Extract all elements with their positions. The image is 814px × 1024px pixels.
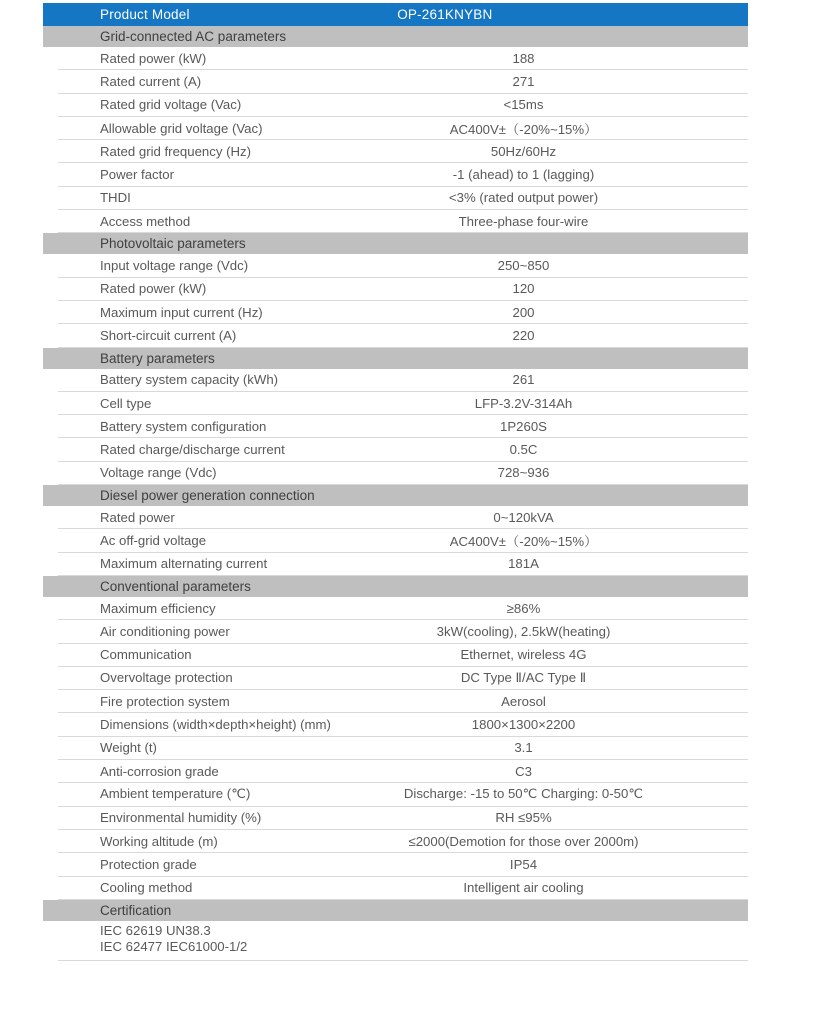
table-row bbox=[58, 140, 748, 163]
row-value: 728~936 bbox=[497, 465, 550, 481]
row-label: Short-circuit current (A) bbox=[100, 327, 237, 343]
row-label: Cell type bbox=[100, 395, 152, 411]
row-label: Battery system capacity (kWh) bbox=[100, 372, 279, 388]
row-label: Cooling method bbox=[100, 880, 193, 896]
table-row bbox=[58, 210, 748, 233]
section-title-certification: Certification bbox=[100, 902, 172, 918]
row-label: Communication bbox=[100, 647, 192, 663]
table-row bbox=[58, 760, 748, 783]
table-row bbox=[58, 392, 748, 415]
row-value: 1P260S bbox=[500, 418, 547, 434]
table-row bbox=[58, 506, 748, 529]
row-value: 271 bbox=[512, 73, 535, 89]
section-band bbox=[43, 576, 748, 597]
row-label: Rated charge/discharge current bbox=[100, 442, 285, 458]
row-label: Working altitude (m) bbox=[100, 833, 218, 849]
row-label: Environmental humidity (%) bbox=[100, 810, 262, 826]
row-value: 0~120kVA bbox=[493, 509, 554, 525]
table-row bbox=[58, 369, 748, 392]
section-title: Grid-connected AC parameters bbox=[100, 29, 287, 44]
table-row bbox=[58, 94, 748, 117]
row-label: Dimensions (width×depth×height) (mm) bbox=[100, 717, 331, 733]
row-label: Rated grid frequency (Hz) bbox=[100, 143, 251, 159]
row-label: Allowable grid voltage (Vac) bbox=[100, 120, 263, 136]
section-band bbox=[43, 26, 748, 47]
row-value: 1800×1300×2200 bbox=[471, 717, 576, 733]
table-row bbox=[58, 163, 748, 186]
row-label: Ac off-grid voltage bbox=[100, 532, 207, 548]
table-row bbox=[58, 597, 748, 620]
row-value: 181A bbox=[508, 556, 539, 572]
certification-line: IEC 62477 IEC61000-1/2 bbox=[100, 939, 248, 955]
section-band bbox=[43, 485, 748, 506]
header-product-model-value: OP-261KNYBN bbox=[397, 7, 493, 22]
row-value: <15ms bbox=[503, 97, 544, 113]
table-row bbox=[58, 324, 748, 347]
table-row bbox=[58, 737, 748, 760]
section-band bbox=[43, 233, 748, 254]
product-specification-table bbox=[43, 3, 748, 961]
row-value: 3kW(cooling), 2.5kW(heating) bbox=[436, 623, 611, 639]
row-value: 120 bbox=[512, 281, 535, 297]
row-label: Rated power (kW) bbox=[100, 281, 207, 297]
table-row bbox=[58, 415, 748, 438]
table-row bbox=[58, 830, 748, 853]
row-label: Ambient temperature (℃) bbox=[100, 786, 251, 802]
row-label: Rated power (kW) bbox=[100, 50, 207, 66]
row-value: -1 (ahead) to 1 (lagging) bbox=[452, 167, 595, 183]
row-label: Battery system configuration bbox=[100, 418, 267, 434]
table-row bbox=[58, 254, 748, 277]
row-value: 200 bbox=[512, 304, 535, 320]
row-label: Anti-corrosion grade bbox=[100, 763, 219, 779]
table-row bbox=[58, 438, 748, 461]
row-label: THDI bbox=[100, 190, 131, 206]
table-row bbox=[58, 462, 748, 485]
table-row bbox=[58, 278, 748, 301]
row-value: 220 bbox=[512, 327, 535, 343]
row-value: AC400V±（-20%~15%） bbox=[449, 533, 598, 549]
table-row bbox=[58, 117, 748, 140]
row-value: Three-phase four-wire bbox=[458, 213, 589, 229]
row-value: 0.5C bbox=[509, 442, 538, 458]
row-label: Overvoltage protection bbox=[100, 670, 233, 686]
row-value: <3% (rated output power) bbox=[448, 190, 599, 206]
row-value: 250~850 bbox=[497, 258, 550, 274]
row-value: ≤2000(Demotion for those over 2000m) bbox=[408, 833, 639, 849]
row-value: Intelligent air cooling bbox=[463, 880, 584, 896]
row-value: RH ≤95% bbox=[495, 810, 552, 826]
table-row bbox=[58, 667, 748, 690]
row-label: Rated grid voltage (Vac) bbox=[100, 97, 242, 113]
header-product-model-label: Product Model bbox=[100, 7, 190, 22]
row-label: Input voltage range (Vdc) bbox=[100, 258, 249, 274]
row-value: C3 bbox=[515, 763, 532, 779]
section-title: Diesel power generation connection bbox=[100, 488, 315, 504]
row-label: Weight (t) bbox=[100, 740, 157, 756]
row-value: Discharge: -15 to 50℃ Charging: 0-50℃ bbox=[403, 786, 644, 802]
row-value: ≥86% bbox=[506, 600, 541, 616]
table-row bbox=[58, 877, 748, 900]
table-row bbox=[58, 187, 748, 210]
row-value: AC400V±（-20%~15%） bbox=[449, 121, 598, 137]
row-value: DC Type Ⅱ/AC Type Ⅱ bbox=[460, 669, 587, 685]
section-title: Photovoltaic parameters bbox=[100, 236, 246, 252]
row-value: 188 bbox=[512, 50, 535, 66]
table-row bbox=[58, 644, 748, 667]
row-label: Air conditioning power bbox=[100, 623, 230, 639]
row-label: Fire protection system bbox=[100, 693, 230, 709]
table-header-row bbox=[43, 3, 748, 26]
row-label: Rated power bbox=[100, 509, 175, 525]
row-label: Protection grade bbox=[100, 856, 197, 872]
table-row bbox=[58, 529, 748, 552]
row-value: LFP-3.2V-314Ah bbox=[474, 395, 573, 411]
table-row bbox=[58, 47, 748, 70]
section-band bbox=[43, 348, 748, 369]
row-label: Power factor bbox=[100, 167, 175, 183]
table-row bbox=[58, 70, 748, 93]
row-label: Maximum alternating current bbox=[100, 556, 268, 572]
sections-container bbox=[43, 26, 748, 900]
row-label: Maximum efficiency bbox=[100, 600, 216, 616]
certification-line: IEC 62619 UN38.3 bbox=[100, 922, 211, 938]
section-band-certification bbox=[43, 900, 748, 921]
section-title: Conventional parameters bbox=[100, 578, 251, 594]
row-value: 261 bbox=[512, 372, 535, 388]
row-value: 50Hz/60Hz bbox=[490, 143, 557, 159]
row-value: 3.1 bbox=[514, 740, 533, 756]
row-value: Aerosol bbox=[501, 693, 546, 709]
section-title: Battery parameters bbox=[100, 350, 215, 366]
table-row bbox=[58, 807, 748, 830]
table-row bbox=[58, 783, 748, 806]
row-label: Rated current (A) bbox=[100, 73, 202, 89]
table-row bbox=[58, 553, 748, 576]
row-label: Access method bbox=[100, 213, 191, 229]
table-row bbox=[58, 301, 748, 324]
certification-block bbox=[58, 921, 748, 961]
table-row bbox=[58, 713, 748, 736]
row-label: Maximum input current (Hz) bbox=[100, 304, 263, 320]
table-row bbox=[58, 690, 748, 713]
row-value: IP54 bbox=[509, 856, 538, 872]
table-row bbox=[58, 620, 748, 643]
row-value: Ethernet, wireless 4G bbox=[460, 647, 587, 663]
table-row bbox=[58, 853, 748, 876]
row-label: Voltage range (Vdc) bbox=[100, 465, 217, 481]
